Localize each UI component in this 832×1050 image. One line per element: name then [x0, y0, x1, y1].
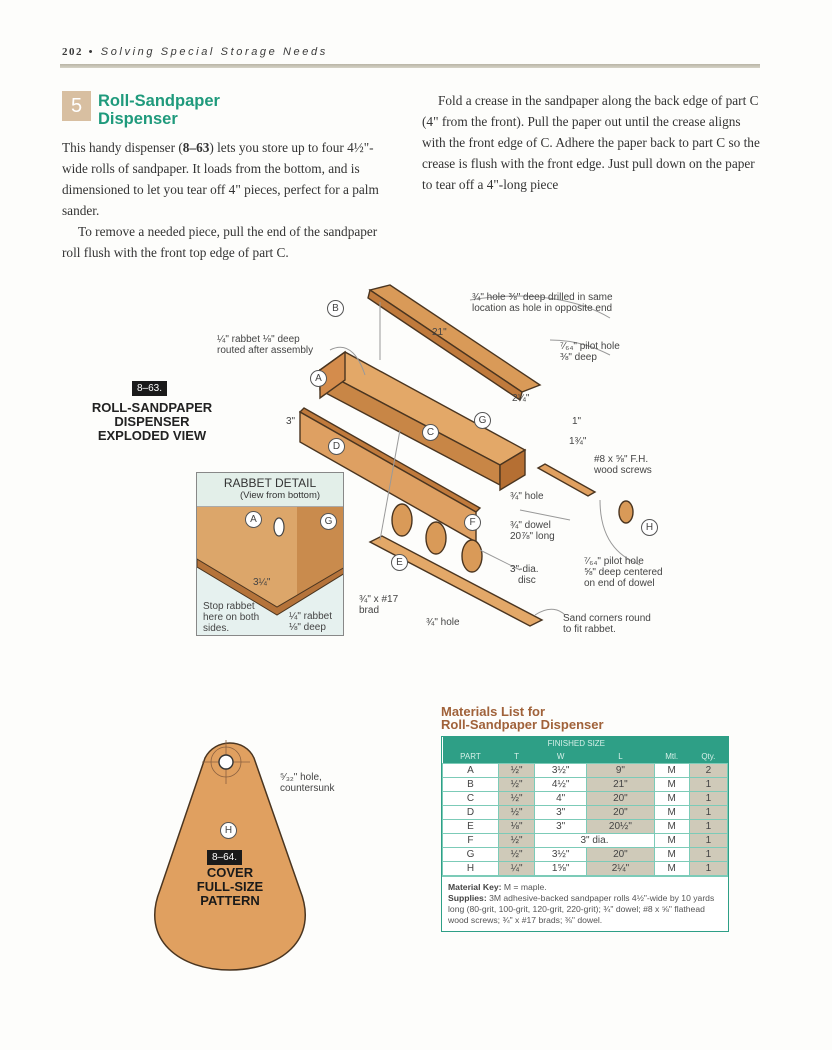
table-row [443, 805, 728, 819]
callout-line: ⅝" deep centered [584, 567, 663, 578]
callout-line: wood screws [594, 465, 652, 476]
p1-text-cont: ) lets you store up to four 4½"-wide rolls of sandpaper. It loads from the bottom, and is dimensioned to let you tear off 4" pieces, perfect for a palm sander. [62, 140, 379, 218]
callout-line: on end of dowel [584, 578, 655, 589]
cell-l: 20" [587, 805, 655, 819]
col-header-mtl: Mtl. [654, 750, 689, 763]
section-number: 5 [62, 91, 91, 121]
col-header-w: W [535, 750, 587, 763]
dim-1-75: 1¾" [569, 436, 587, 447]
cover-part-label-h: H [220, 822, 237, 839]
figure-tag: 8–63. [132, 381, 167, 396]
cell-w: 4" [535, 791, 587, 805]
figure-ref-link[interactable]: 8–63 [182, 140, 210, 155]
cell-qty: 1 [689, 805, 727, 819]
cell-t: ½" [498, 805, 534, 819]
table-row [443, 819, 728, 833]
caption-line: PATTERN [200, 893, 260, 908]
rabbet-detail-title: RABBET DETAIL [223, 476, 317, 490]
callout-screws [594, 454, 652, 476]
rabbet-size-note [289, 611, 332, 633]
materials-table-box [441, 736, 729, 932]
table-row [443, 791, 728, 805]
table-row [443, 833, 728, 847]
cell-t: ⅛" [498, 819, 534, 833]
dim-3: 3" [286, 416, 296, 427]
cover-hole-callout [280, 772, 334, 794]
callout-line: ¾" hole ⅜" deep drilled in same [472, 292, 613, 303]
callout-hole-a: ¾" hole [510, 491, 544, 502]
page-number: 202 [62, 46, 83, 58]
section-title-line2: Dispenser [98, 110, 178, 128]
supplies [448, 893, 722, 926]
callout-pilot-top [560, 341, 620, 363]
callout-line: here on both [203, 612, 260, 623]
cell-part: G [443, 847, 499, 861]
cell-w: 3½" [535, 763, 587, 777]
part-label-g: G [474, 412, 491, 429]
finished-size-header: FINISHED SIZE [498, 737, 654, 750]
paragraph-2: To remove a needed piece, pull the end of the sandpaper roll flush with the front top edge of part C. [62, 224, 378, 260]
cell-l: 9" [587, 763, 655, 777]
callout-line: ¼" rabbet [289, 611, 333, 622]
callout-pilot-bottom [584, 556, 663, 589]
callout-line: routed after assembly [217, 345, 314, 356]
cell-mtl: M [654, 805, 689, 819]
callout-line: ¾" x #17 [359, 594, 399, 605]
cell-qty: 1 [689, 777, 727, 791]
table-row [443, 777, 728, 791]
cell-w-l: 3" dia. [535, 833, 655, 847]
body-column-1 [62, 137, 387, 263]
callout-disc [510, 564, 539, 586]
cell-t: ½" [498, 777, 534, 791]
part-label-c: C [422, 424, 439, 441]
figure-864-caption [170, 866, 290, 908]
rabbet-detail-subtitle: (View from bottom) [239, 490, 321, 501]
cell-part: H [443, 861, 499, 875]
materials-title-line1: Materials List for [441, 704, 546, 719]
cell-qty: 1 [689, 847, 727, 861]
table-row [443, 847, 728, 861]
cell-t: ½" [498, 847, 534, 861]
callout-line: ⅛" deep [289, 622, 326, 633]
dim-2-25: 2¼" [512, 393, 530, 404]
cell-part: C [443, 791, 499, 805]
col-header-l: L [587, 750, 655, 763]
callout-line: ¼" rabbet ⅛" deep [217, 334, 300, 345]
callout-line: countersunk [280, 783, 335, 794]
callout-line: ⁵⁄₃₂" hole, [280, 772, 322, 783]
rabbet-label-a: A [245, 511, 262, 528]
materials-title [441, 705, 604, 731]
cell-l: 20" [587, 791, 655, 805]
supplies-text: 3M adhesive-backed sandpaper rolls 4½"-wide by 10 yards long (80-grit, 100-grit, 120-grit, 220-grit); ¾" dowel; #8 x ⅝" flathead wood screws; ¾" x #17 brads; ⅜" dowel. [448, 892, 715, 925]
callout-line: disc [518, 575, 536, 586]
rabbet-dim: 3¼" [253, 577, 271, 588]
caption-line: DISPENSER [114, 414, 190, 429]
cell-t: ¼" [498, 861, 534, 875]
running-header [62, 46, 328, 58]
part-label-b: B [327, 300, 344, 317]
caption-line: EXPLODED VIEW [97, 428, 207, 443]
part-label-f: F [464, 514, 481, 531]
supplies-label: Supplies: [448, 892, 487, 903]
cell-t: ½" [498, 763, 534, 777]
material-key [448, 882, 722, 893]
section-title-line1: Roll-Sandpaper [98, 92, 220, 110]
section-title [98, 92, 220, 128]
cell-mtl: M [654, 861, 689, 875]
cell-mtl: M [654, 777, 689, 791]
part-label-d: D [328, 438, 345, 455]
table-row [443, 763, 728, 777]
dim-1: 1" [572, 416, 582, 427]
caption-line: ROLL-SANDPAPER [91, 400, 213, 415]
header-separator: • [88, 46, 96, 58]
rabbet-detail-header [197, 473, 343, 507]
callout-line: #8 x ⅝" F.H. [594, 454, 649, 465]
cell-mtl: M [654, 763, 689, 777]
paragraph-3: Fold a crease in the sandpaper along the back edge of part C (4" from the front). Pull the paper out until the crease aligns with the front edge of C. Adhere the paper back to part C so the crease is flush with the front edge. Just pull down on the paper to tear off a 4"-long piece [422, 93, 760, 192]
callout-line: Sand corners round [563, 613, 651, 624]
cell-l: 20" [587, 847, 655, 861]
cell-t: ½" [498, 833, 534, 847]
cell-w: 3" [535, 805, 587, 819]
figure-tag: 8–64. [207, 850, 242, 865]
part-label-a: A [310, 370, 327, 387]
table-row [443, 861, 728, 875]
material-key-text: M = maple. [501, 881, 547, 892]
dim-21: 21" [432, 327, 447, 338]
paragraph-1 [62, 137, 387, 221]
figure-863-tag [132, 378, 167, 396]
cell-part: D [443, 805, 499, 819]
callout-line: sides. [203, 623, 230, 634]
cell-w: 1⅝" [535, 861, 587, 875]
cell-part: F [443, 833, 499, 847]
cell-mtl: M [654, 833, 689, 847]
col-header-t: T [498, 750, 534, 763]
materials-table [442, 737, 728, 876]
callout-rabbet [217, 334, 313, 356]
callout-line: Stop rabbet [203, 601, 255, 612]
callout-line: ⁷⁄₆₄" pilot hole [584, 556, 644, 567]
body-column-2 [422, 90, 762, 195]
callout-line: location as hole in opposite end [472, 303, 613, 314]
callout-hole-b: ¾" hole [426, 617, 460, 628]
callout-line: 3"-dia. [510, 564, 539, 575]
cell-part: A [443, 763, 499, 777]
cell-w: 3½" [535, 847, 587, 861]
part-label-e: E [391, 554, 408, 571]
cell-w: 3" [535, 819, 587, 833]
materials-title-line2: Roll-Sandpaper Dispenser [441, 717, 604, 732]
caption-line: COVER [206, 865, 254, 880]
cell-part: B [443, 777, 499, 791]
callout-line: brad [359, 605, 380, 616]
cell-qty: 1 [689, 833, 727, 847]
header-rule [60, 64, 760, 68]
callout-line: 20⅞" long [510, 531, 555, 542]
callout-line: ⁷⁄₆₄" pilot hole [560, 341, 620, 352]
cell-mtl: M [654, 847, 689, 861]
col-header-qty: Qty. [689, 750, 727, 763]
figure-864-tag [207, 847, 242, 865]
materials-notes [442, 876, 728, 931]
callout-line: ⅜" deep [560, 352, 597, 363]
callout-line: ¾" dowel [510, 520, 551, 531]
part-label-h: H [641, 519, 658, 536]
cell-part: E [443, 819, 499, 833]
cell-l: 21" [587, 777, 655, 791]
p1-text: This handy dispenser ( [62, 140, 183, 155]
callout-line: to fit rabbet. [563, 624, 616, 635]
caption-line: FULL-SIZE [196, 879, 264, 894]
cell-qty: 2 [689, 763, 727, 777]
cell-w: 4½" [535, 777, 587, 791]
cell-qty: 1 [689, 791, 727, 805]
material-key-label: Material Key: [448, 881, 502, 892]
cell-l: 2¼" [587, 861, 655, 875]
running-title: Solving Special Storage Needs [100, 46, 328, 58]
cell-qty: 1 [689, 861, 727, 875]
rabbet-stop-note [203, 601, 259, 634]
cell-mtl: M [654, 819, 689, 833]
callout-dowel [510, 520, 555, 542]
callout-top-hole [472, 292, 613, 314]
col-header-part: PART [443, 750, 499, 763]
cell-mtl: M [654, 791, 689, 805]
rabbet-detail-inset [196, 472, 344, 636]
cell-qty: 1 [689, 819, 727, 833]
cell-t: ½" [498, 791, 534, 805]
cell-l: 20½" [587, 819, 655, 833]
callout-brad [359, 594, 398, 616]
rabbet-label-g: G [320, 513, 337, 530]
callout-sand [563, 613, 651, 635]
